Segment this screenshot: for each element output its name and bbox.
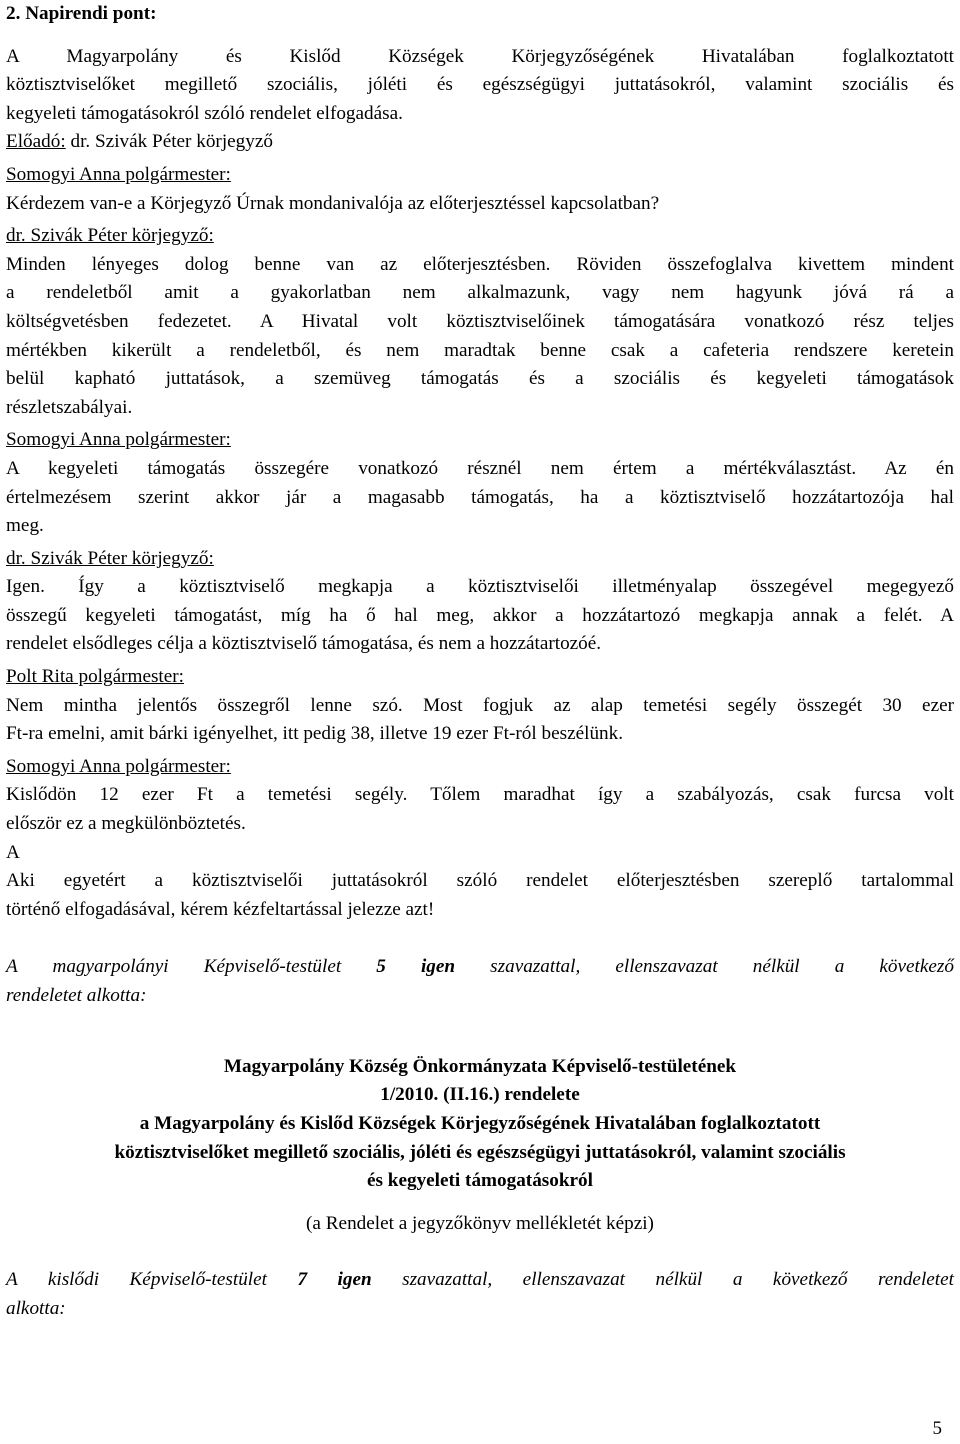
vote-2-count: 7 igen	[297, 1269, 372, 1291]
speaker-polt: Polt Rita polgármester:	[6, 666, 184, 688]
speaker-szivak-1: dr. Szivák Péter körjegyző:	[6, 225, 214, 247]
polt-line-1: Nem mintha jelentős összegről lenne szó. Most fogjuk az alap temetési segély összegét 30 ezer	[6, 694, 954, 716]
vote-call-line-2: történő elfogadásával, kérem kézfeltartással jelezze azt!	[6, 898, 435, 920]
speaker-somogyi-2: Somogyi Anna polgármester:	[6, 429, 231, 451]
presenter-label: Előadó:	[6, 131, 66, 153]
question-1: Kérdezem van-e a Körjegyző Úrnak mondanivalója az előterjesztéssel kapcsolatban?	[6, 192, 660, 214]
vote-1-post: szavazattal, ellenszavazat nélkül a következő	[455, 956, 954, 977]
answer-1-line-5: belül kapható juttatások, a szemüveg támogatás és a szociális és kegyeleti támogatások	[6, 368, 954, 390]
answer-1-line-3b: A Hivatal volt köztisztviselőinek támogatására vonatkozó rész teljes	[231, 310, 954, 332]
vote-1-line-1	[6, 953, 954, 982]
vote-1-pre: A magyarpolányi Képviselő-testület	[6, 956, 377, 977]
vote-call-line-1: Aki egyetért a köztisztviselői juttatásokról szóló rendelet előterjesztésben szereplő tartalommal	[6, 870, 954, 892]
speaker-somogyi-3: Somogyi Anna polgármester:	[6, 755, 231, 777]
decree-title-line-4: köztisztviselőket megillető szociális, jóléti és egészségügyi juttatásokról, valamint szociális	[114, 1141, 846, 1163]
answer-1-sentence-1: Minden lényeges dolog benne van az előterjesztésben.	[6, 253, 551, 275]
agenda-text-line-2: köztisztviselőket megillető szociális, jóléti és egészségügyi juttatásokról, valamint szociális és	[6, 74, 954, 96]
question-3-line-1: Kislődön 12 ezer Ft a temetési segély. Tőlem maradhat így a szabályozás, csak furcsa volt	[6, 784, 954, 806]
vote-1-count: 5 igen	[376, 956, 456, 977]
presenter-name: dr. Szivák Péter körjegyző	[65, 131, 273, 153]
vote-2-line-1	[6, 1266, 954, 1295]
answer-1-line-3a: költségvetésben fedezetet.	[6, 310, 232, 332]
answer-1-sentence-2: Röviden összefoglalva kivettem mindent	[550, 253, 955, 275]
decree-title-line-1: Magyarpolány Község Önkormányzata Képviselő-testületének	[223, 1055, 737, 1077]
speaker-somogyi-1: Somogyi Anna polgármester:	[6, 163, 231, 185]
answer-1-line-3	[6, 308, 954, 337]
answer-2-line-2: összegű kegyeleti támogatást, míg ha ő hal meg, akkor a hozzátartozó megkapja annak a felét. A	[6, 604, 954, 626]
polt-line-2: Ft-ra emelni, amit bárki igényelhet, itt pedig 38, illetve 19 ezer Ft-ról beszélünk.	[6, 723, 624, 745]
page-number: 5	[932, 1418, 942, 1439]
answer-1-line-4: mértékben kikerült a rendeletből, és nem maradtak benne csak a cafeteria rendszere keretein	[6, 339, 954, 361]
agenda-title: 2. Napirendi pont:	[6, 3, 157, 24]
decree-note: (a Rendelet a jegyzőkönyv mellékletét képzi)	[306, 1212, 654, 1234]
vote-2-pre: A kislődi Képviselő-testület	[6, 1269, 298, 1291]
vote-2-line-2: alkotta:	[6, 1297, 66, 1319]
decree-title-line-5: és kegyeleti támogatásokról	[367, 1170, 593, 1192]
speaker-szivak-2: dr. Szivák Péter körjegyző:	[6, 547, 214, 569]
question-2-line-3: meg.	[6, 515, 44, 537]
presenter-line	[6, 128, 954, 157]
decree-title-line-2: 1/2010. (II.16.) rendelete	[380, 1084, 580, 1106]
stray-letter: A	[6, 841, 20, 863]
vote-1-line-2: rendeletet alkotta:	[6, 984, 147, 1006]
decree-title-line-3: a Magyarpolány és Kislőd Községek Körjegyzőségének Hivatalában foglalkoztatott	[139, 1112, 821, 1134]
agenda-text-line-1: A Magyarpolány és Kislőd Községek Körjegyzőségének Hivatalában foglalkoztatott	[6, 45, 954, 67]
answer-2-line-3: rendelet elsődleges célja a köztisztviselő támogatása, és nem a hozzátartozóé.	[6, 633, 602, 655]
answer-1-line-2: a rendeletből amit a gyakorlatban nem alkalmazunk, vagy nem hagyunk jóvá rá a	[6, 282, 954, 304]
answer-1-line-1	[6, 251, 954, 280]
vote-2-post: szavazattal, ellenszavazat nélkül a következő rendeletet	[371, 1269, 954, 1291]
question-2-line-2: értelmezésem szerint akkor jár a magasabb támogatás, ha a köztisztviselő hozzátartozója hal	[6, 486, 954, 508]
document-page	[6, 0, 954, 1324]
answer-1-line-6: részletszabályai.	[6, 396, 133, 418]
question-2-line-1: A kegyeleti támogatás összegére vonatkozó résznél nem értem a mértékválasztást. Az én	[6, 457, 954, 479]
question-3-line-2: először ez a megkülönböztetés.	[6, 813, 246, 835]
agenda-text-line-3: kegyeleti támogatásokról szóló rendelet elfogadása.	[6, 102, 403, 124]
answer-2-line-1: Igen. Így a köztisztviselő megkapja a köztisztviselői illetményalap összegével megegyező	[6, 576, 954, 598]
